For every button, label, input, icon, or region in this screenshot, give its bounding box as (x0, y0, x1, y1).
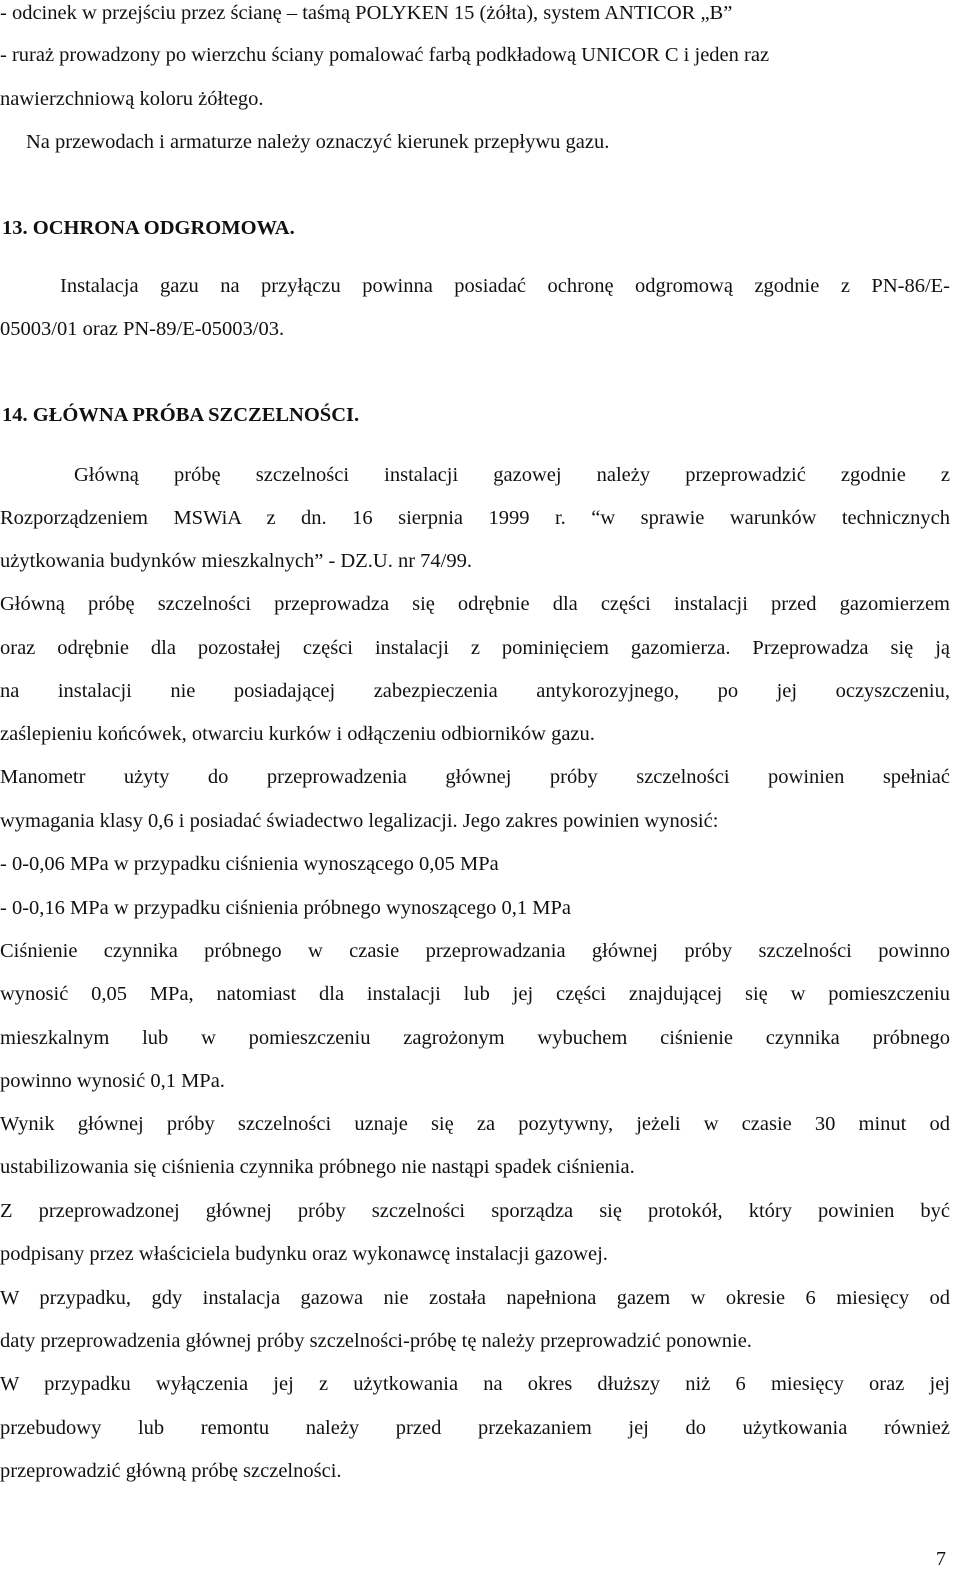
text-line: na instalacji nie posiadającej zabezpieczenia antykorozyjnego, po jej oczyszczeniu, (0, 680, 950, 702)
text-line: daty przeprowadzenia głównej próby szczelności-próbę tę należy przeprowadzić ponownie. (0, 1330, 752, 1352)
text-line: Główną próbę szczelności instalacji gazowej należy przeprowadzić zgodnie z (74, 464, 950, 486)
text-line: W przypadku, gdy instalacja gazowa nie została napełniona gazem w okresie 6 miesięcy od (0, 1287, 950, 1309)
text-line: - 0-0,06 MPa w przypadku ciśnienia wynoszącego 0,05 MPa (0, 853, 499, 875)
text-line: - 0-0,16 MPa w przypadku ciśnienia próbnego wynoszącego 0,1 MPa (0, 897, 572, 919)
text-line: powinno wynosić 0,1 MPa. (0, 1070, 225, 1092)
text-line: Instalacja gazu na przyłączu powinna posiadać ochronę odgromową zgodnie z PN-86/E- (60, 275, 950, 297)
page-number: 7 (936, 1548, 946, 1570)
text-line: 05003/01 oraz PN-89/E-05003/03. (0, 318, 285, 340)
text-line: Główną próbę szczelności przeprowadza się odrębnie dla części instalacji przed gazomierzem (0, 593, 950, 615)
text-line: Manometr użyty do przeprowadzenia głównej próby szczelności powinien spełniać (0, 766, 950, 788)
text-line: podpisany przez właściciela budynku oraz wykonawcę instalacji gazowej. (0, 1243, 608, 1265)
text-line: nawierzchniową koloru żółtego. (0, 88, 264, 110)
section-heading: 13. OCHRONA ODGROMOWA. (2, 217, 295, 239)
text-line: mieszkalnym lub w pomieszczeniu zagrożonym wybuchem ciśnienie czynnika próbnego (0, 1027, 950, 1049)
text-line: zaślepieniu końcówek, otwarciu kurków i odłączeniu odbiorników gazu. (0, 723, 595, 745)
text-line: - odcinek w przejściu przez ścianę – taśmą POLYKEN 15 (żółta), system ANTICOR „B” (0, 2, 733, 24)
text-line: Ciśnienie czynnika próbnego w czasie przeprowadzania głównej próby szczelności powinno (0, 940, 950, 962)
text-line: Rozporządzeniem MSWiA z dn. 16 sierpnia 1999 r. “w sprawie warunków technicznych (0, 507, 950, 529)
section-heading: 14. GŁÓWNA PRÓBA SZCZELNOŚCI. (2, 404, 360, 426)
text-line: przebudowy lub remontu należy przed przekazaniem jej do użytkowania również (0, 1417, 950, 1439)
text-line: wynosić 0,05 MPa, natomiast dla instalacji lub jej części znajdującej się w pomieszczeniu (0, 983, 950, 1005)
text-line: ustabilizowania się ciśnienia czynnika próbnego nie nastąpi spadek ciśnienia. (0, 1156, 635, 1178)
text-line: - ruraż prowadzony po wierzchu ściany pomalować farbą podkładową UNICOR C i jeden raz (0, 44, 770, 66)
text-line: Na przewodach i armaturze należy oznaczyć kierunek przepływu gazu. (26, 131, 610, 153)
text-line: przeprowadzić główną próbę szczelności. (0, 1460, 342, 1482)
text-line: W przypadku wyłączenia jej z użytkowania na okres dłuższy niż 6 miesięcy oraz jej (0, 1373, 950, 1395)
text-line: użytkowania budynków mieszkalnych” - DZ.U. nr 74/99. (0, 550, 472, 572)
text-line: oraz odrębnie dla pozostałej części instalacji z pominięciem gazomierza. Przeprowadza się ją (0, 637, 950, 659)
text-line: Wynik głównej próby szczelności uznaje się za pozytywny, jeżeli w czasie 30 minut od (0, 1113, 950, 1135)
text-line: wymagania klasy 0,6 i posiadać świadectwo legalizacji. Jego zakres powinien wynosić: (0, 810, 719, 832)
text-line: Z przeprowadzonej głównej próby szczelności sporządza się protokół, który powinien być (0, 1200, 950, 1222)
